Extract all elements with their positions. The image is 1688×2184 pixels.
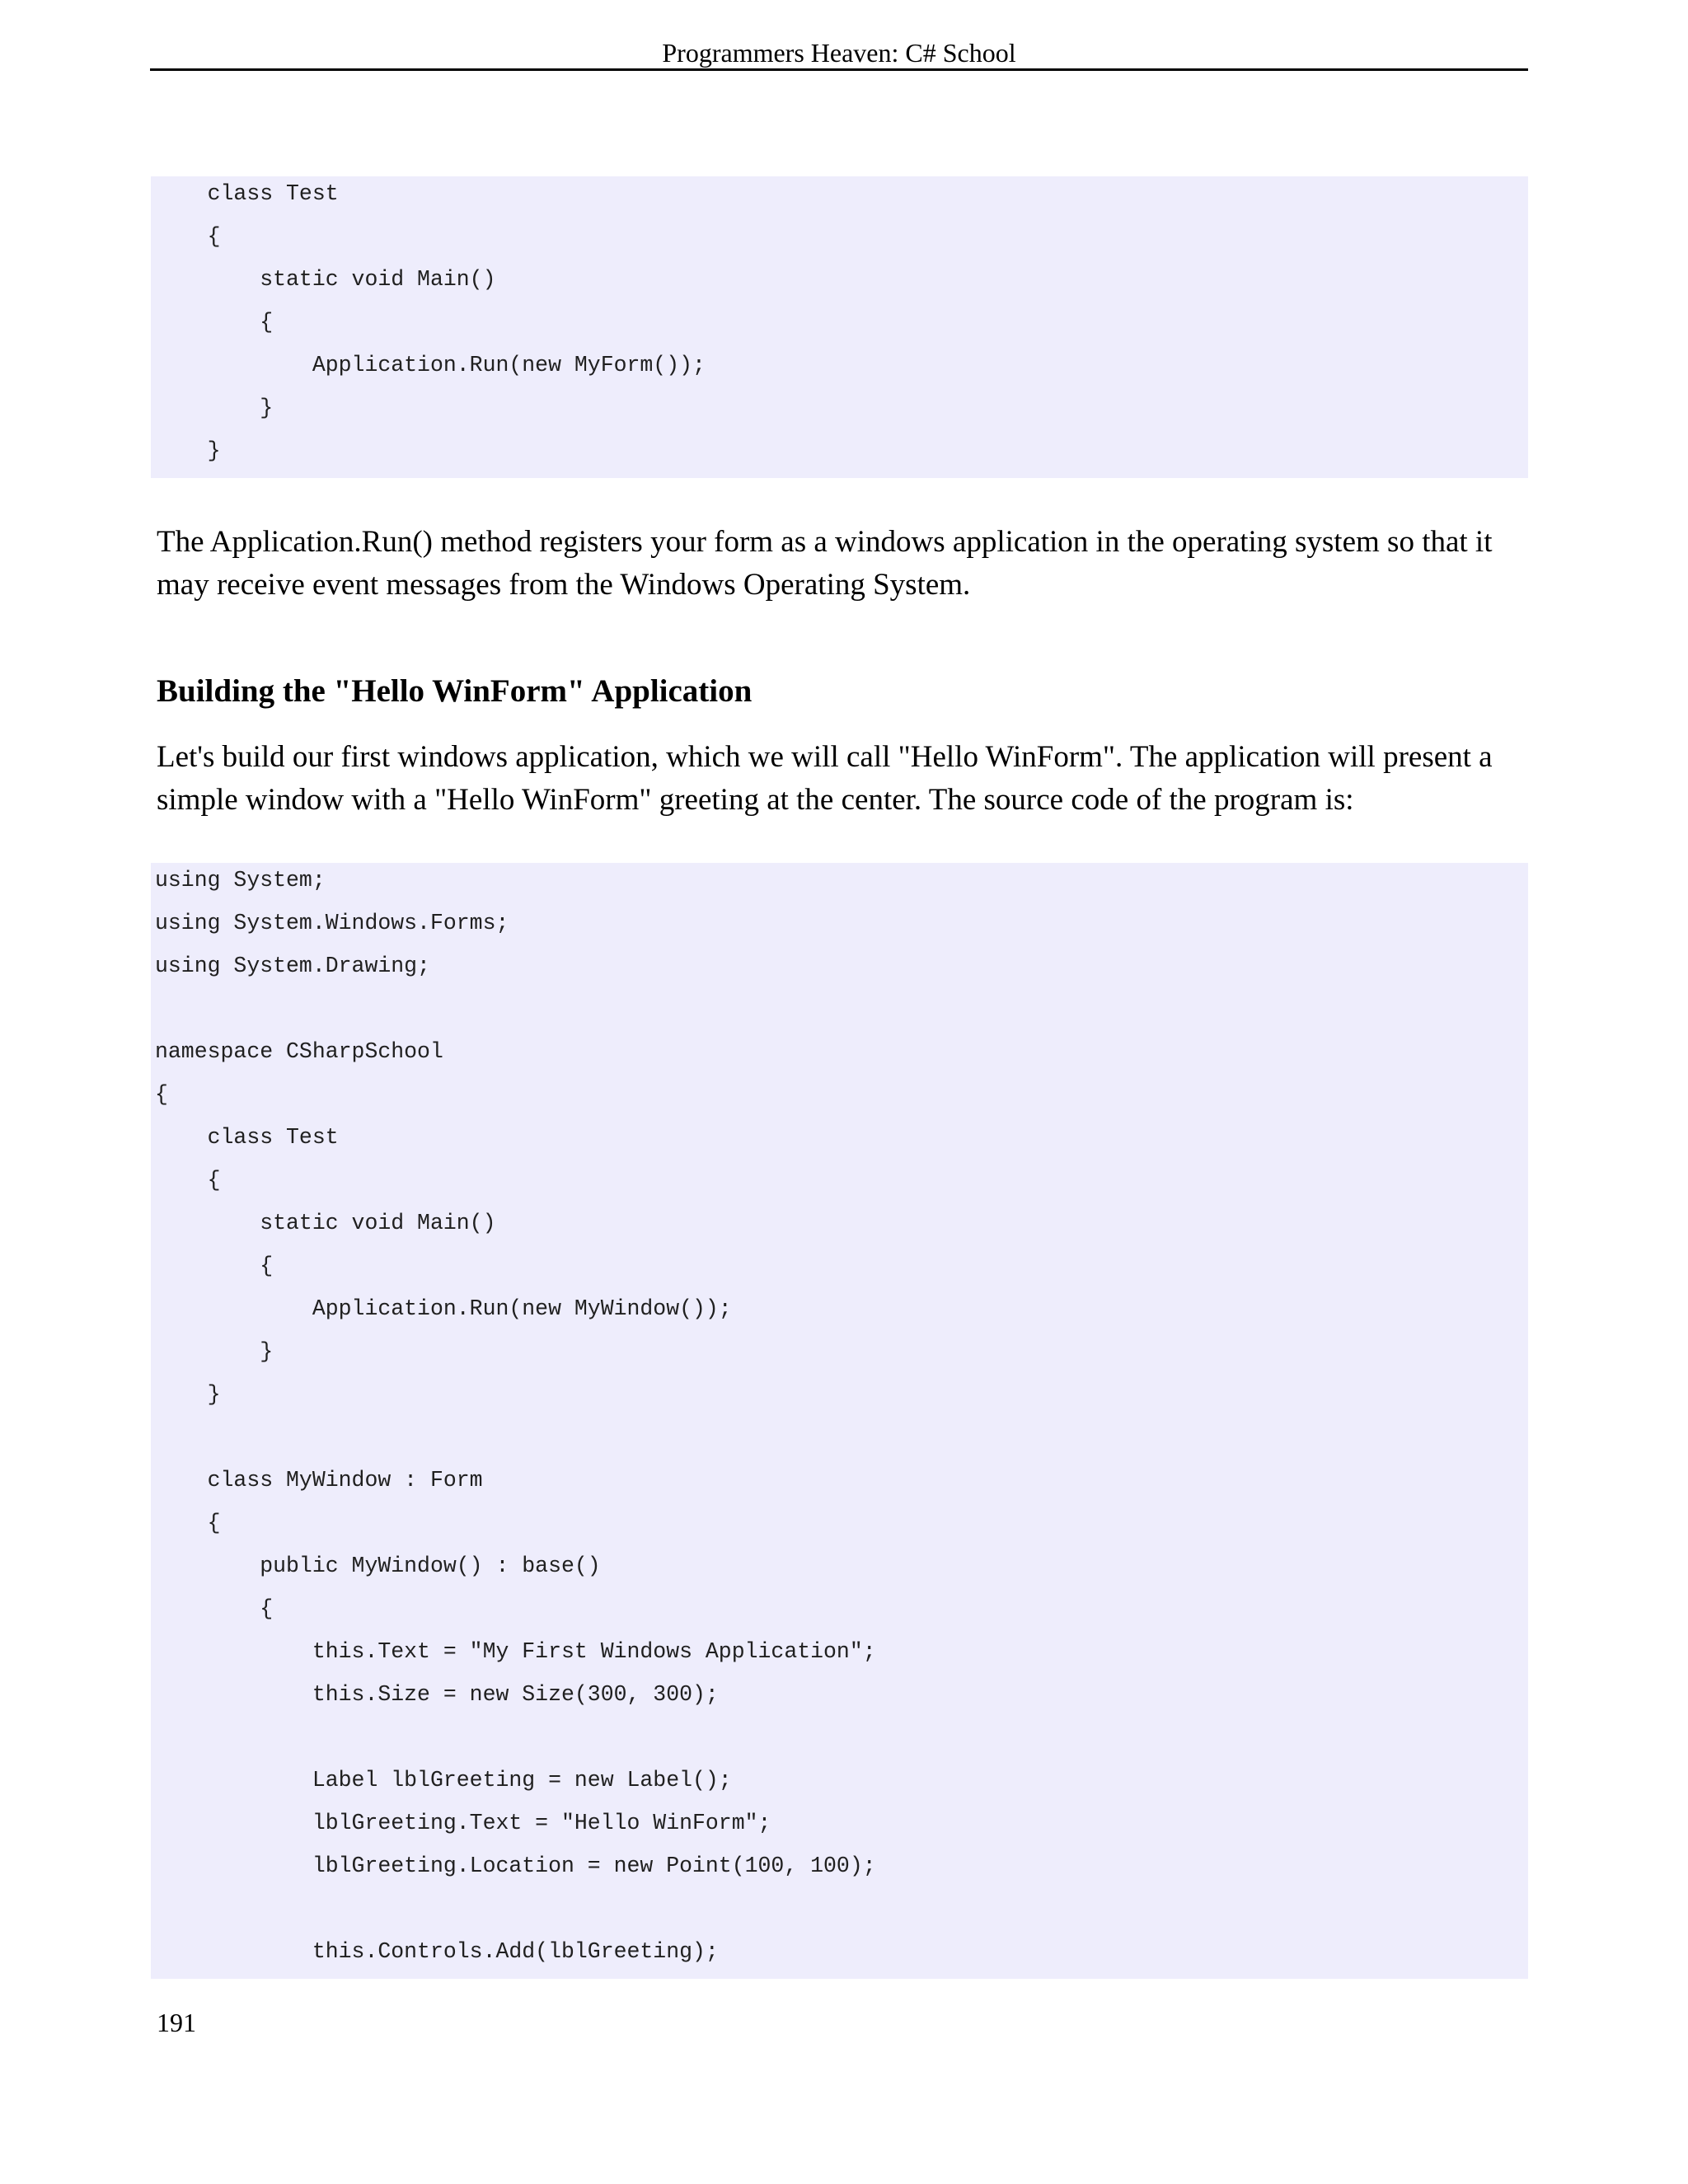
code-line: Application.Run(new MyForm()); bbox=[155, 353, 706, 377]
code-line: lblGreeting.Location = new Point(100, 100); bbox=[155, 1854, 876, 1878]
page-number: 191 bbox=[157, 2008, 196, 2037]
body-paragraph-intro: Let's build our first windows application, which we will call "Hello WinForm". The application will present a simple window with a "Hello WinForm" greeting at the center. The source code of the program is: bbox=[157, 740, 1493, 817]
code-line: class Test bbox=[155, 1125, 339, 1150]
code-block-main-method bbox=[151, 176, 1528, 478]
code-line: { bbox=[155, 1254, 274, 1278]
code-line: { bbox=[155, 1168, 221, 1193]
code-line bbox=[151, 1887, 1528, 1930]
code-line: namespace CSharpSchool bbox=[155, 1039, 443, 1064]
running-header bbox=[150, 36, 1528, 71]
code-line bbox=[151, 987, 1528, 1030]
code-line: using System; bbox=[155, 868, 326, 893]
code-line: { bbox=[155, 1511, 221, 1535]
code-line bbox=[151, 1716, 1528, 1759]
code-line: Application.Run(new MyWindow()); bbox=[155, 1296, 732, 1321]
code-line: using System.Windows.Forms; bbox=[155, 911, 509, 935]
code-line: lblGreeting.Text = "Hello WinForm"; bbox=[155, 1811, 771, 1835]
code-line: Label lblGreeting = new Label(); bbox=[155, 1768, 732, 1793]
code-line: using System.Drawing; bbox=[155, 954, 430, 978]
code-line: { bbox=[155, 1596, 274, 1621]
code-line: } bbox=[155, 438, 221, 463]
code-line: class Test bbox=[155, 181, 339, 206]
code-line: this.Text = "My First Windows Application"; bbox=[155, 1639, 876, 1664]
code-line: this.Controls.Add(lblGreeting); bbox=[155, 1939, 719, 1964]
code-line: } bbox=[155, 1382, 221, 1407]
code-block-hello-winform bbox=[151, 863, 1528, 1979]
code-line: this.Size = new Size(300, 300); bbox=[155, 1682, 719, 1707]
code-line: public MyWindow() : base() bbox=[155, 1554, 601, 1578]
body-paragraph-application-run: The Application.Run() method registers your form as a windows application in the operating system so that it may receive event messages from the Windows Operating System. bbox=[157, 525, 1493, 602]
running-header-title: Programmers Heaven: C# School bbox=[662, 38, 1016, 68]
section-heading: Building the "Hello WinForm" Application bbox=[157, 673, 753, 709]
code-line: } bbox=[155, 396, 274, 420]
code-line: class MyWindow : Form bbox=[155, 1468, 483, 1493]
code-line: static void Main() bbox=[155, 1211, 496, 1235]
code-line: } bbox=[155, 1339, 274, 1364]
code-line: static void Main() bbox=[155, 267, 496, 292]
code-line: { bbox=[155, 224, 221, 249]
code-line: { bbox=[155, 310, 274, 335]
code-line bbox=[151, 1416, 1528, 1459]
code-line: { bbox=[155, 1082, 168, 1107]
